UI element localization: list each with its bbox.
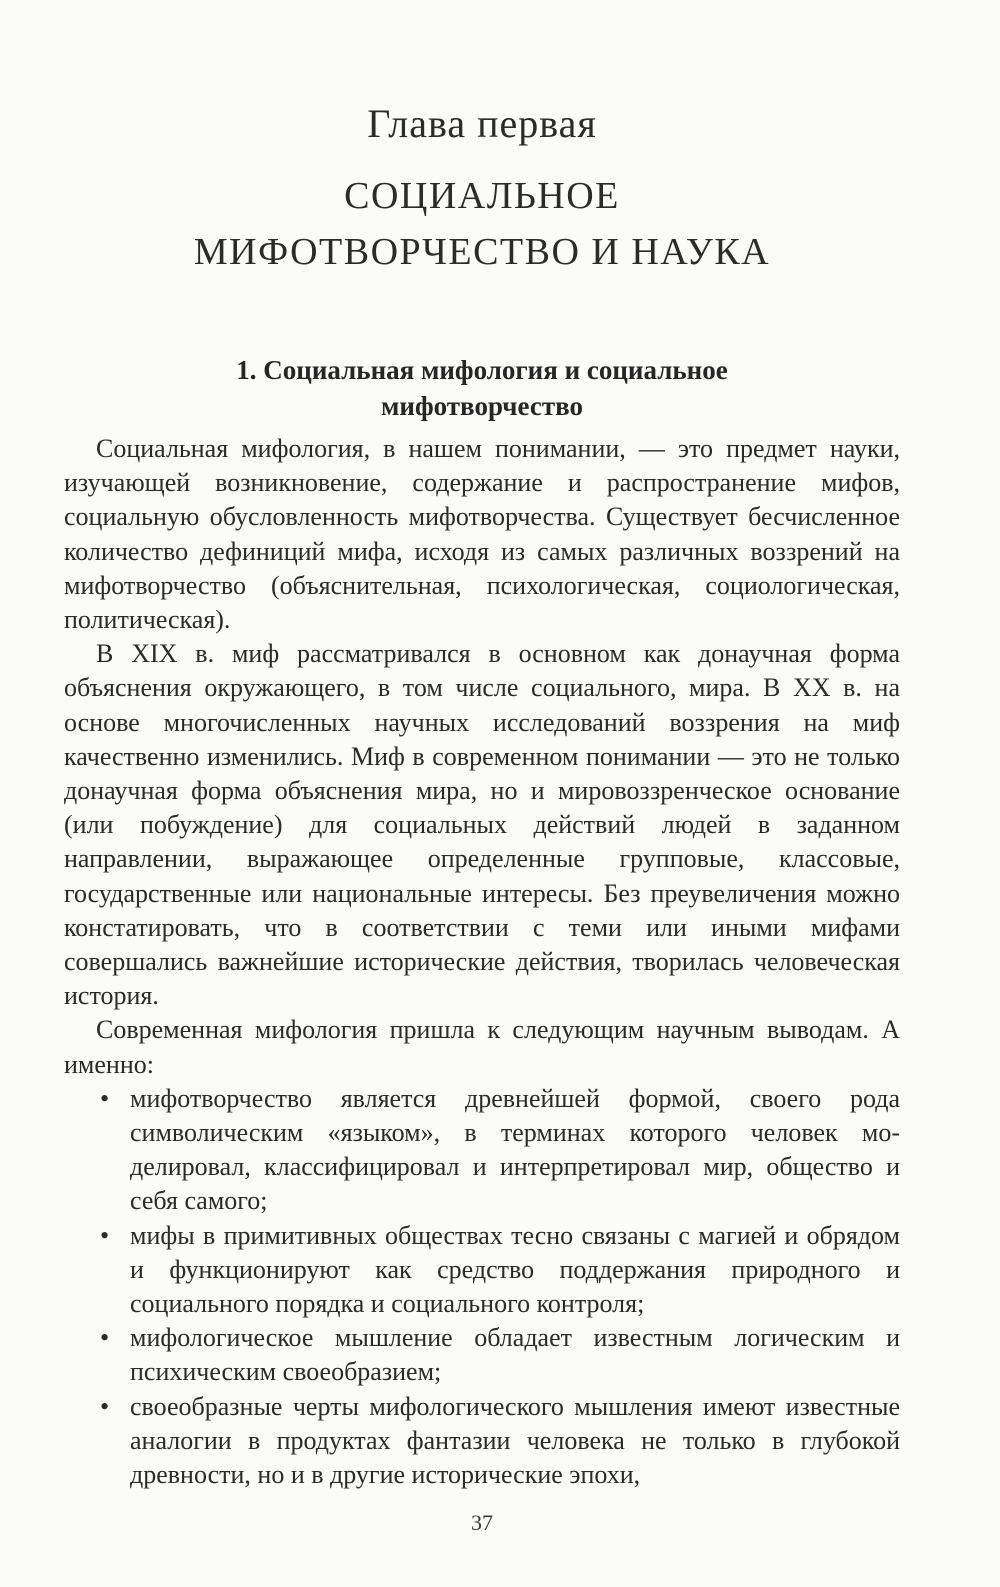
paragraph: В XIX в. миф рассматривался в основном как донаучная форма объяснения окружающего, в том числе социального, мира. В XX в. на основе многочисленных научных исследований воззрения на миф качественно изменились. Миф в современном понимании — это не только донаучная форма объяснения мира, но и мировоззренческое основание (или побуждение) для социальных действий людей в заданном направлении, выражающее определенные групповые, классовые, государственные или национальные интересы. Без преувеличения можно констатировать, что в соответствии с теми или иными мифами совершались важнейшие исторические действия, творилась человеческая история. (64, 639, 900, 1011)
list-item-text: мифотворчество является древнейшей формой, своего рода символическим «языком», в терминах которого человек моделировал, классифицировал и интерпретировал мир, общество и себя самого; (130, 1083, 900, 1216)
chapter-label: Глава первая (367, 101, 597, 146)
section-heading-line-1: 1. Социальная мифология и социальное (236, 355, 728, 385)
bullet-icon: • (100, 1083, 110, 1113)
chapter-title-line-1: СОЦИАЛЬНОЕ (344, 175, 620, 217)
list-item (100, 1082, 900, 1219)
paragraph: Современная мифология пришла к следующим научным выводам. А именно: (64, 1015, 900, 1079)
bullet-icon: • (100, 1391, 110, 1421)
bullet-list (64, 1082, 900, 1492)
bullet-icon: • (100, 1220, 110, 1250)
list-item (100, 1321, 900, 1389)
page-number: 37 (471, 1510, 493, 1535)
chapter-title-line-2: МИФОТВОРЧЕСТВО И НАУКА (193, 231, 771, 273)
list-item-text: мифологическое мышление обладает известным логическим и психическим своеобразием; (130, 1323, 900, 1387)
paragraph: Социальная мифология, в нашем понимании, — это предмет науки, изучающей возникновение, содержание и распространение мифов, социальную обусловленность мифотворчества. Существует бесчисленное количество дефиниций мифа, исходя из самых различных воззрений на мифотворчество (объяснительная, психологическая, социологическая, политическая). (64, 434, 900, 635)
section-heading-line-2: мифотворчество (381, 391, 583, 421)
body-text (64, 432, 900, 1492)
section-heading (64, 352, 900, 424)
bullet-icon: • (100, 1323, 110, 1353)
list-item (100, 1390, 900, 1493)
list-item-text: своеобразные черты мифологического мышления имеют известные аналогии в продуктах фантазии человека не только в глубокой древности, но и в другие исторические эпохи, (130, 1391, 900, 1490)
list-item (100, 1219, 900, 1322)
chapter-title (64, 168, 900, 280)
book-page (64, 0, 900, 1587)
list-item-text: мифы в примитивных обществах тесно связаны с магией и обрядом и функционируют как средство поддержания природного и социального порядка и социального контроля; (130, 1220, 900, 1319)
